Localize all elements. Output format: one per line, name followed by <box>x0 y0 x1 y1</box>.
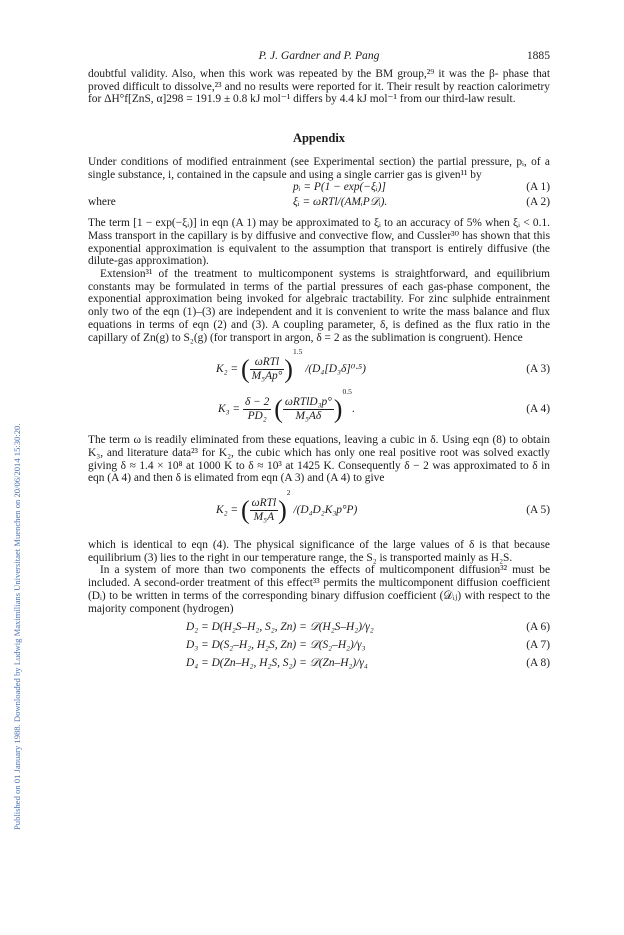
equation-a6-number: (A 6) <box>526 621 550 634</box>
running-header-authors: P. J. Gardner and P. Pang <box>258 49 380 62</box>
intro-line-1: doubtful validity. Also, when this work was repeated by the BM group,²⁹ it was the β- <box>88 68 499 80</box>
appendix-paragraph-3: Extension³¹ of the treatment to multicomponent systems is straightforward, and equilibrium constants may be formulated in terms of the partial pressures of each gas-phase component, the exponential approximation being invoked for algebraic tractability. For zinc sulphide entrainment only two of the eqn (1)–(3) are independent and it is convenient to write the mass balance and flux equations in terms of eqn (2) and (3). A coupling parameter, δ, is defined as the flux ratio in the capillary of Zn(g) to S₂(g) (for transport in argon, δ = 2 as the sublimation is congruent). Hence <box>88 268 550 344</box>
download-notice-sidebar <box>12 60 26 830</box>
equation-a8 <box>88 657 550 675</box>
equation-a3-exponent: 1.5 <box>292 347 303 357</box>
intro-line-4: from our third-law result. <box>399 93 516 106</box>
equation-a4-exponent: 0.5 <box>342 387 352 397</box>
equation-a4-lhs: K₃ = <box>218 403 241 416</box>
equation-a7 <box>88 639 550 657</box>
page-number: 1885 <box>526 49 550 62</box>
equation-a4-fraction2-denominator: M₅Aδ <box>283 409 334 423</box>
equation-a4-fraction2-numerator: ωRTlD₃p° <box>284 396 332 409</box>
equation-a3-body: K₂ = ( $\frac{\text{ωRTl}}{\text{M₅Ap°}}$ )$^{1.5}$ /(D₄[D₃δ]⁰·⁵) <box>216 347 366 384</box>
equation-a3-numerator: ωRTl <box>254 356 280 369</box>
download-notice-text[interactable]: Published on 01 January 1988. Downloaded by Ludwig Maximilians Universitaet Muenchen on 20/06/2014 15:30:20. <box>12 423 22 830</box>
equation-a6-body: D₂ = D(H₂S–H₂, S₂, Zn) = 𝒟(H₂S–H₂)/γ₂ <box>186 621 374 634</box>
equation-a1-body: pᵢ = P(1 − exp(−ξᵢ)] <box>293 181 386 194</box>
equation-a3-denominator: M₅Ap° <box>251 370 283 383</box>
intro-line-3: by reaction calorimetry for ΔH°f[ZnS, α]298 = 191.9 ± 0.8 kJ mol⁻¹ differs by 4.4 kJ mol⁻¹ <box>88 80 550 106</box>
equation-a2-number: (A 2) <box>526 196 550 209</box>
equation-a4-fraction1-denominator: PD₂ <box>243 409 271 423</box>
appendix-paragraph-4: The term ω is readily eliminated from these equations, leaving a cubic in δ. Using eqn (8) to obtain K₃, and literature data²³ for K₂, the cubic which has only one real positive root was solved exactly giving δ ≈ 1.4 × 10⁸ at 1000 K to δ ≈ 10³ at 1425 K. Consequently δ − 2 was approximated to δ in eqn (A 4) and then δ is elimated from eqn (A 3) and (A 4) to give <box>88 434 550 485</box>
equation-a4-body: K₃ = $\frac{\delta - 2}{\text{PD₂}}$ ( $\frac{\text{ωRTlD₃p°}}{\text{M₅Aδ}}$ )$^{0.5}$. <box>218 387 355 424</box>
appendix-paragraph-6: In a system of more than two components the effects of multicomponent diffusion³² must be included. A second-order treatment of this effect³³ permits the multicomponent diffusion coefficient (Dᵢ) to be written in terms of the corresponding binary diffusion coefficient (𝒟ᵢⱼ) with respect to the majority component (hydrogen) <box>88 564 550 615</box>
appendix-paragraph-2: The term [1 − exp(−ξᵢ)] in eqn (A 1) may be approximated to ξᵢ to an accuracy of 5% when ξᵢ < 0.1. Mass transport in the capillary is by diffusive and convective flow, and Cussler³⁰ has shown that this exponential approximation is equivalent to the assumption that transport is entirely diffusive (the dilute-gas approximation). <box>88 217 550 268</box>
equation-a1-number: (A 1) <box>526 181 550 194</box>
equation-a3-lhs: K₂ = <box>216 363 239 376</box>
running-header <box>88 50 550 68</box>
equation-a3-number: (A 3) <box>526 363 550 376</box>
appendix-heading: Appendix <box>292 131 346 146</box>
intro-paragraph <box>88 68 550 106</box>
equation-a4-number: (A 4) <box>526 403 550 416</box>
appendix-paragraph-1: Under conditions of modified entrainment (see Experimental section) the partial pressure, pᵢ, of a single substance, i, contained in the capsule and using a single carrier gas is given¹¹ by <box>88 155 550 181</box>
equation-a5-lhs: K₂ = <box>216 504 239 517</box>
equation-a7-number: (A 7) <box>526 639 550 652</box>
equation-a2-body: ξᵢ = ωRTl/(AMᵢP𝒟ᵢ). <box>293 196 388 209</box>
equation-a4-fraction1-numerator: δ − 2 <box>244 396 270 409</box>
equation-a8-body: D₄ = D(Zn–H₂, H₂S, S₂) = 𝒟(Zn–H₂)/γ₄ <box>186 657 368 670</box>
equation-a5-numerator: ωRTl <box>251 497 277 510</box>
equation-a2 <box>88 196 550 211</box>
appendix-paragraph-5: which is identical to eqn (4). The physical significance of the large values of δ is that because equilibrium (3) lies to the right in our temperature range, the S₂ is transported mainly as H₂S. <box>88 539 550 564</box>
equation-a5-tail: /(D₄D₂K₃p°P) <box>293 504 358 517</box>
equation-a5-exponent: 2 <box>286 488 291 498</box>
equation-a5-number: (A 5) <box>526 504 550 517</box>
equation-a3 <box>88 347 550 390</box>
equation-a6 <box>88 621 550 639</box>
intro-line-2: phase that proved difficult to dissolve,²³ and no results were reported for it. Their result <box>88 68 550 93</box>
equation-a8-number: (A 8) <box>526 657 550 670</box>
equation-a5 <box>88 488 550 531</box>
equation-a1 <box>88 181 550 196</box>
equation-a2-where: where <box>88 196 116 209</box>
equation-a5-denominator: M₅A <box>250 510 279 524</box>
equation-a5-body: K₂ = ( $\frac{\text{ωRTl}}{\text{M₅A}}$ )$^2$ /(D₄D₂K₃p°P) <box>216 488 358 525</box>
article-body <box>88 50 550 675</box>
equation-a4 <box>88 387 550 430</box>
equation-a7-body: D₃ = D(S₂–H₂, H₂S, Zn) = 𝒟(S₂–H₂)/γ₃ <box>186 639 366 652</box>
equation-a3-tail: /(D₄[D₃δ]⁰·⁵) <box>305 363 366 376</box>
